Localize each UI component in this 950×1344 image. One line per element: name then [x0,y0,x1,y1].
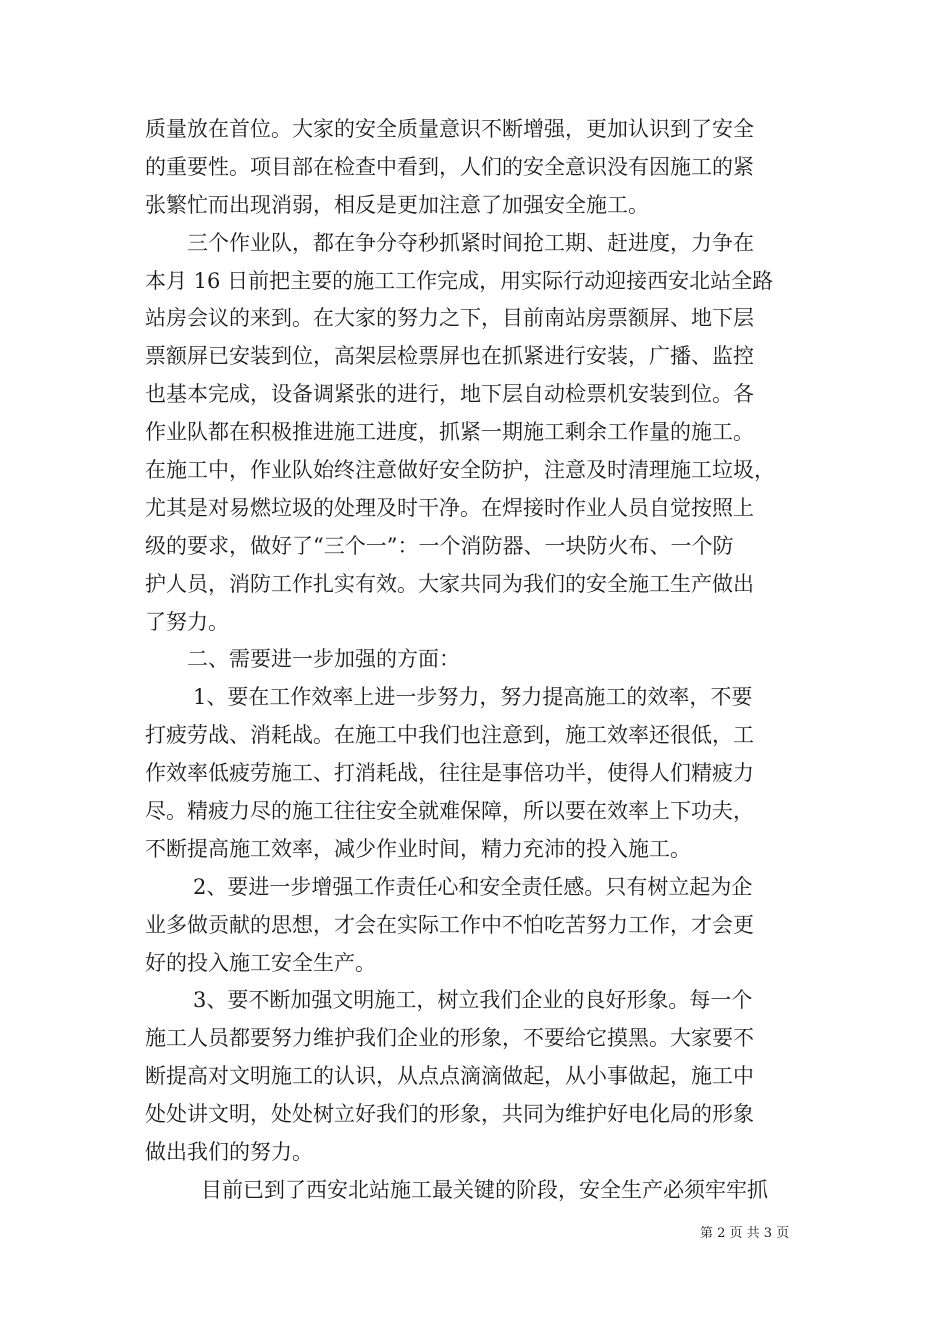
text-line: 3、要不断加强文明施工，树立我们企业的良好形象。每一个 [193,988,753,1013]
text-line: 1、要在工作效率上进一步努力，努力提高施工的效率，不要 [193,685,753,710]
text-line: 断提高对文明施工的认识，从点点滴滴做起，从小事做起，施工中 [145,1064,754,1089]
text-line: 三个作业队，都在争分夺秒抓紧时间抢工期、赶进度，力争在 [187,230,754,255]
text-line: 质量放在首位。大家的安全质量意识不断增强，更加认识到了安全 [145,117,754,141]
text-line: 尤其是对易燃垃圾的处理及时干净。在焊接时作业人员自觉按照上 [145,495,754,520]
text-line: 本月 16 日前把主要的施工工作完成，用实际行动迎接西安北站全路 [145,268,774,293]
text-line: 也基本完成，设备调紧张的进行，地下层自动检票机安装到位。各 [145,382,754,407]
text-line: 业多做贡献的思想，才会在实际工作中不怕吃苦努力工作，才会更 [145,912,754,937]
text-line: 做出我们的努力。 [145,1140,313,1165]
text-line: 了努力。 [145,609,229,634]
text-line: 作业队都在积极推进施工进度，抓紧一期施工剩余工作量的施工。 [145,420,754,445]
text-line: 级的要求，做好了“三个一”：一个消防器、一块防火布、一个防 [145,533,734,558]
text-line: 票额屏已安装到位，高架层检票屏也在抓紧进行安装，广播、监控 [145,344,754,369]
text-line: 好的投入施工安全生产。 [145,950,376,975]
text-line: 处处讲文明，处处树立好我们的形象，共同为维护好电化局的形象 [145,1102,754,1127]
text-line: 站房会议的来到。在大家的努力之下，目前南站房票额屏、地下层 [145,306,754,331]
text-line: 打疲劳战、消耗战。在施工中我们也注意到，施工效率还很低，工 [145,723,754,748]
text-line: 张繁忙而出现消弱，相反是更加注意了加强安全施工。 [145,192,649,217]
text-line: 目前已到了西安北站施工最关键的阶段，安全生产必须牢牢抓 [201,1177,768,1202]
document-body [145,111,809,1210]
text-line: 不断提高施工效率，减少作业时间，精力充沛的投入施工。 [145,836,691,861]
text-line: 在施工中，作业队始终注意做好安全防护，注意及时清理施工垃圾， [145,458,775,483]
text-line: 尽。精疲力尽的施工往往安全就难保障，所以要在效率上下功夫， [145,799,754,824]
text-line: 护人员，消防工作扎实有效。大家共同为我们的安全施工生产做出 [145,571,754,596]
text-line: 2、要进一步增强工作责任心和安全责任感。只有树立起为企 [193,874,753,899]
text-line: 的重要性。项目部在检查中看到，人们的安全意识没有因施工的紧 [145,154,754,179]
page-number-footer: 第 2 页 共 3 页 [700,1226,790,1241]
text-line: 作效率低疲劳施工、打消耗战，往往是事倍功半，使得人们精疲力 [145,761,754,786]
text-line: 二、需要进一步加强的方面： [187,647,460,672]
text-line: 施工人员都要努力维护我们企业的形象，不要给它摸黑。大家要不 [145,1026,754,1051]
